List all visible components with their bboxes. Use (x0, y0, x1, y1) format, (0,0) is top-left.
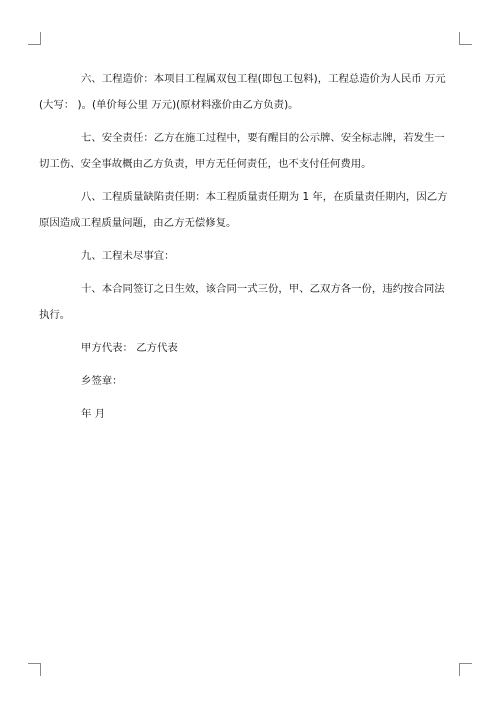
township-seal (60, 368, 440, 394)
crop-mark-top-left (28, 32, 41, 45)
text-line: 十、本合同签订之日生效，该合同一式三份，甲、乙双方各一份，违约按合同法 (81, 283, 445, 295)
text-line: (大写： )。(单价每公里 万元)(原材料涨价由乙方负责)。 (39, 99, 299, 111)
clause-10-effective (39, 276, 445, 328)
document-body (39, 66, 448, 427)
text-line: 乡签章： (81, 375, 123, 387)
text-line: 原因造成工程质量问题，由乙方无偿修复。 (39, 217, 237, 229)
clause-9-other-matters (60, 243, 440, 269)
text-line: 七、安全责任：乙方在施工过程中，要有醒目的公示牌、安全标志牌，若发生一 (81, 132, 445, 144)
crop-mark-bottom-left (28, 663, 41, 676)
party-representatives (60, 335, 440, 361)
text-line: 九、工程未尽事宜： (81, 250, 175, 262)
clause-6-cost (39, 66, 446, 118)
signing-date (60, 401, 440, 427)
text-line: 八、工程质量缺陷责任期：本工程质量责任期为 1 年，在质量责任期内，因乙方 (81, 191, 448, 203)
text-line: 甲方代表： 乙方代表 (81, 342, 178, 354)
clause-8-warranty (39, 184, 448, 236)
crop-mark-bottom-right (459, 663, 472, 676)
clause-7-safety (39, 125, 445, 177)
text-line: 年 月 (81, 408, 106, 420)
text-line: 执行。 (39, 309, 71, 321)
text-line: 切工伤、安全事故概由乙方负责，甲方无任何责任，也不支付任何费用。 (39, 158, 372, 170)
crop-mark-top-right (459, 32, 472, 45)
text-line: 六、工程造价：本项目工程属双包工程(即包工包料)，工程总造价为人民币 万元 (81, 73, 446, 85)
